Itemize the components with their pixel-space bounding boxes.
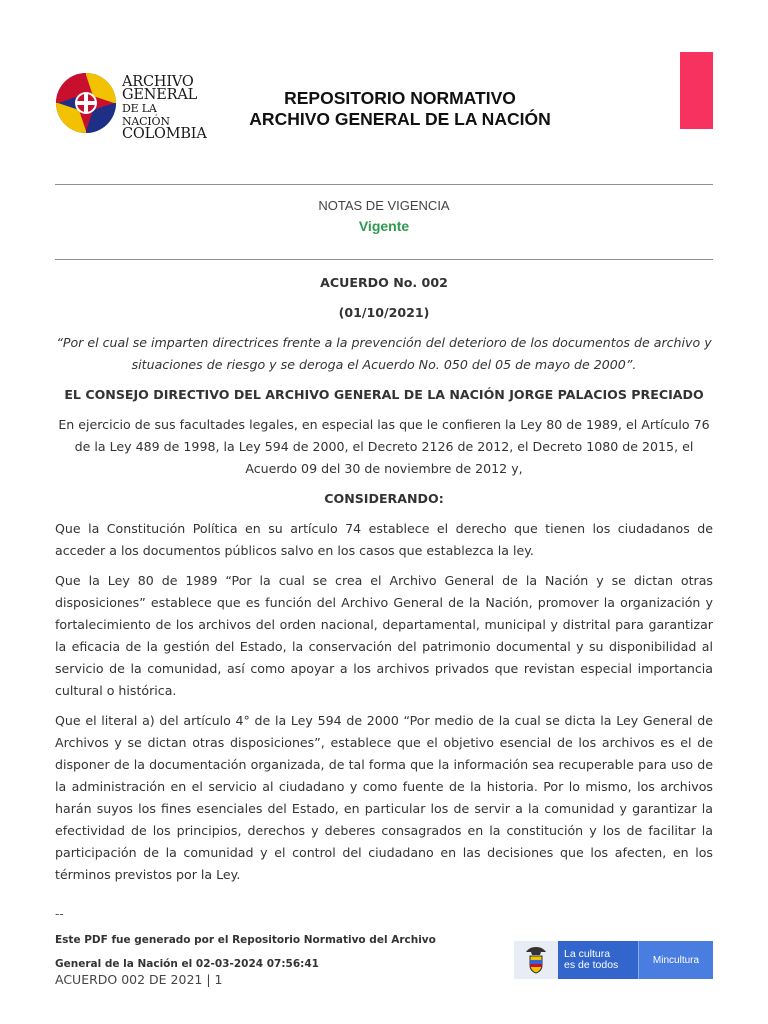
title-line-2: ARCHIVO GENERAL DE LA NACIÓN xyxy=(249,109,551,129)
considering-heading: CONSIDERANDO: xyxy=(324,491,444,506)
preamble: En ejercicio de sus facultades legales, en especial las que le confieren la Ley 80 de 1989, el Artículo 76 de la Ley 489 de 1998, la Ley 594 de 2000, el Decreto 2126 de 2012, el Decreto 1080 de 2015, el Acuerdo 09 del 30 de noviembre de 2012 y, xyxy=(58,417,710,476)
document-body xyxy=(55,272,713,894)
logo-line-2: GENERAL xyxy=(122,87,198,103)
footer-note-line-1: Este PDF fue generado por el Repositorio Normativo del Archivo xyxy=(55,934,436,946)
agn-emblem-icon xyxy=(55,72,117,134)
logo-line-3: DE LA NACIÓN xyxy=(122,102,170,128)
logo-line-4: COLOMBIA xyxy=(122,126,207,142)
status-badge: Vigente xyxy=(358,218,410,234)
divider-top xyxy=(55,184,713,185)
paragraph: Que la Constitución Política en su artículo 74 establece el derecho que tienen los ciudadanos de acceder a los documentos públicos salvo en los casos que establezca la ley. xyxy=(55,521,713,558)
coat-of-arms-icon xyxy=(514,941,558,979)
footer-note xyxy=(55,928,475,976)
footer-note-line-2: General de la Nación el 02-03-2024 07:56:41 xyxy=(55,958,319,970)
slogan-line-2: es de todos xyxy=(564,959,619,971)
logo-line-1: ARCHIVO xyxy=(122,74,194,90)
ministry-name: Mincultura xyxy=(638,941,713,979)
document-heading: ACUERDO No. 002 xyxy=(320,275,448,290)
notes-label: NOTAS DE VIGENCIA xyxy=(318,198,450,213)
document-subtitle: “Por el cual se imparten directrices frente a la prevención del deterioro de los documentos de archivo y situaciones de riesgo y se deroga el Acuerdo No. 050 del 05 de mayo de 2000”. xyxy=(56,335,712,372)
mincultura-logo xyxy=(514,941,713,979)
accent-bar xyxy=(680,52,713,129)
page-title xyxy=(230,88,570,130)
slogan-line-1: La cultura xyxy=(564,948,611,960)
council-heading: EL CONSEJO DIRECTIVO DEL ARCHIVO GENERAL DE LA NACIÓN JORGE PALACIOS PRECIADO xyxy=(64,387,704,402)
ministry-slogan xyxy=(558,941,638,979)
divider-bottom xyxy=(55,259,713,260)
logo-wordmark xyxy=(122,76,207,141)
document-date: (01/10/2021) xyxy=(338,305,430,320)
paragraph: Que la Ley 80 de 1989 “Por la cual se crea el Archivo General de la Nación y se dictan otras disposiciones” establece que es función del Archivo General de la Nación, promover la organización y fortalecimiento de los archivos del orden nacional, departamental, municipal y distrital para garantizar la eficacia de la gestión del Estado, la conservación del patrimonio documental y su disponibilidad al servicio de la comunidad, así como apoyar a los archivos privados que revistan especial importancia cultural o histórica. xyxy=(55,573,713,698)
agn-logo xyxy=(55,72,207,142)
paragraph: Que el literal a) del artículo 4° de la Ley 594 de 2000 “Por medio de la cual se dicta la Ley General de Archivos y se dictan otras disposiciones”, establece que el objetivo esencial de los archivos es el de disponer de la documentación organizada, de tal forma que la información sea recuperable para uso de la administración en el servicio al ciudadano y como fuente de la historia. Por lo mismo, los archivos harán suyos los fines esenciales del Estado, en particular los de servir a la comunidad y garantizar la efectividad de los principios, derechos y deberes consagrados en la constitución y los de facilitar la participación de la comunidad y el control del ciudadano en las decisiones que los afecten, en los términos previstos por la Ley. xyxy=(55,713,713,882)
title-line-1: REPOSITORIO NORMATIVO xyxy=(284,88,516,108)
page-number: ACUERDO 002 DE 2021 | 1 xyxy=(55,972,223,987)
footer-separator: -- xyxy=(55,907,64,921)
